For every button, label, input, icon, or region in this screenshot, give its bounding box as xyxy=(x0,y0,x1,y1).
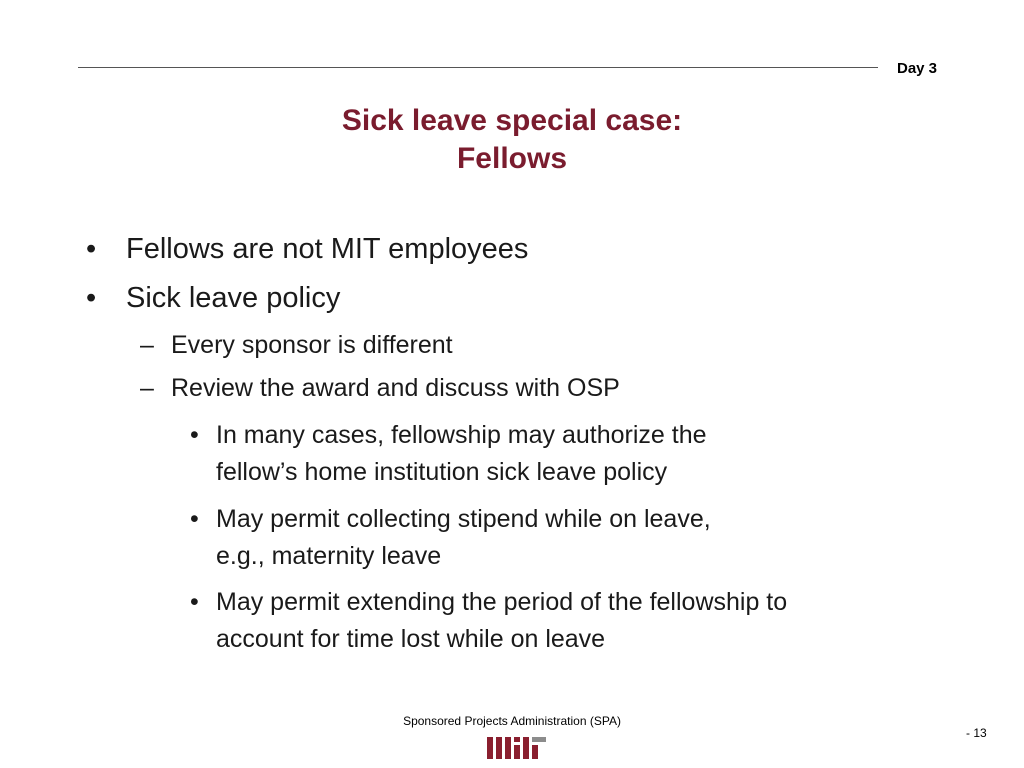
mit-logo-icon xyxy=(487,735,547,759)
day-label: Day 3 xyxy=(897,60,938,77)
slide-title-line-2: Fellows xyxy=(456,142,568,175)
sub-sub-bullet-text-line-1: In many cases, fellowship may authorize the xyxy=(216,421,707,449)
sub-bullet-text: Review the award and discuss with OSP xyxy=(171,374,620,402)
bullet-marker: • xyxy=(190,505,199,533)
sub-sub-bullet-text-line-2: e.g., maternity leave xyxy=(216,542,442,570)
footer-org-name: Sponsored Projects Administration (SPA) xyxy=(403,714,621,728)
sub-bullet-text: Every sponsor is different xyxy=(171,331,453,359)
sub-sub-bullet-text-line-1: May permit collecting stipend while on leave, xyxy=(216,505,711,533)
dash-marker: – xyxy=(140,331,154,359)
slide-title-line-1: Sick leave special case: xyxy=(341,104,683,137)
sub-sub-bullet-text-line-2: account for time lost while on leave xyxy=(216,625,606,653)
sub-sub-bullet-text-line-2: fellow’s home institution sick leave policy xyxy=(216,458,668,486)
bullet-text: Sick leave policy xyxy=(126,282,341,314)
bullet-marker: • xyxy=(86,233,97,265)
sub-sub-bullet-text-line-1: May permit extending the period of the fellowship to xyxy=(216,588,788,616)
bullet-marker: • xyxy=(190,588,199,616)
page-number: - 13 xyxy=(966,726,987,740)
bullet-text: Fellows are not MIT employees xyxy=(126,233,529,265)
bullet-marker: • xyxy=(86,282,97,314)
dash-marker: – xyxy=(140,374,154,402)
bullet-marker: • xyxy=(190,421,199,449)
